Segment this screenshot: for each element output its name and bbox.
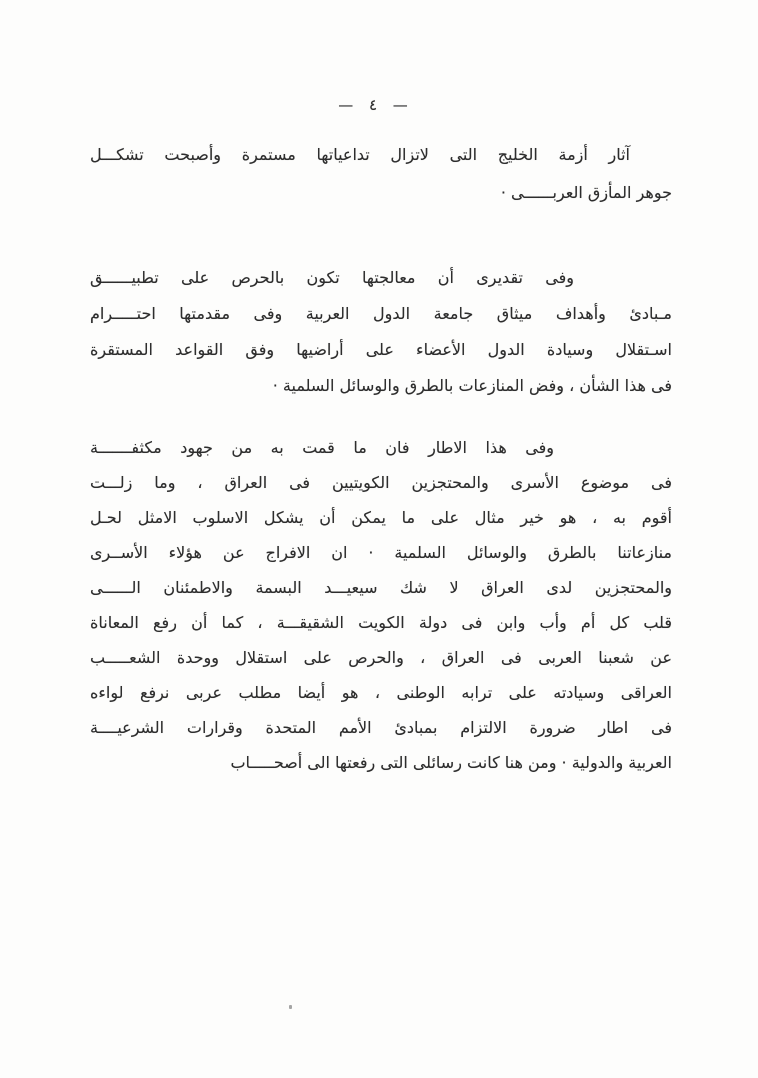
text-line: آثار أزمة الخليج التى لاتزال تداعياتها مستمرة وأصبحت تشكـــل bbox=[90, 145, 630, 164]
scan-artifact-dot bbox=[289, 1005, 292, 1009]
text-line: قلب كل أم وأب وابن فى دولة الكويت الشقيقـــة ، كما أن رفع المعاناة bbox=[90, 613, 672, 632]
paragraph-3 bbox=[90, 430, 672, 780]
text-line: جوهر المأزق العربــــــى · bbox=[500, 183, 672, 202]
paragraph-2 bbox=[90, 260, 672, 404]
text-line: مـبادئ وأهداف ميثاق جامعة الدول العربية وفى مقدمتها احتـــــرام bbox=[90, 304, 672, 323]
text-line: فى موضوع الأسرى والمحتجزين الكويتيين فى العراق ، وما زلـــت bbox=[90, 473, 672, 492]
text-line: اسـتقلال وسيادة الدول الأعضاء على أراضيها وفق القواعد المستقرة bbox=[90, 340, 672, 359]
text-line: وفى تقديرى أن معالجتها تكون بالحرص على تطبيــــــق bbox=[90, 268, 574, 287]
body-text bbox=[90, 0, 672, 780]
page-number: — ٤ — bbox=[338, 96, 408, 114]
text-line: والمحتجزين لدى العراق لا شك سيعيـــد البسمة والاطمئنان الــــــى bbox=[90, 578, 672, 597]
text-line: وفى هذا الاطار فان ما قمت به من جهود مكثفـــــــة bbox=[90, 438, 554, 457]
paragraph-1 bbox=[90, 136, 672, 212]
text-line: فى هذا الشأن ، وفض المنازعات بالطرق والوسائل السلمية · bbox=[272, 376, 672, 395]
text-line: أقوم به ، هو خير مثال على ما يمكن أن يشكل الاسلوب الامثل لحـل bbox=[90, 508, 672, 527]
text-line: العراقى وسيادته على ترابه الوطنى ، هو أيضا مطلب عربى نرفع لواءه bbox=[90, 683, 672, 702]
text-line: فى اطار ضرورة الالتزام بمبادئ الأمم المتحدة وقرارات الشرعيــــة bbox=[90, 718, 672, 737]
text-line: منازعاتنا بالطرق والوسائل السلمية · ان الافراج عن هؤلاء الأســرى bbox=[90, 543, 672, 562]
text-line: عن شعبنا العربى فى العراق ، والحرص على استقلال ووحدة الشعـــــب bbox=[90, 648, 672, 667]
text-line: العربية والدولية · ومن هنا كانت رسائلى التى رفعتها الى أصحـــــاب bbox=[230, 753, 672, 772]
